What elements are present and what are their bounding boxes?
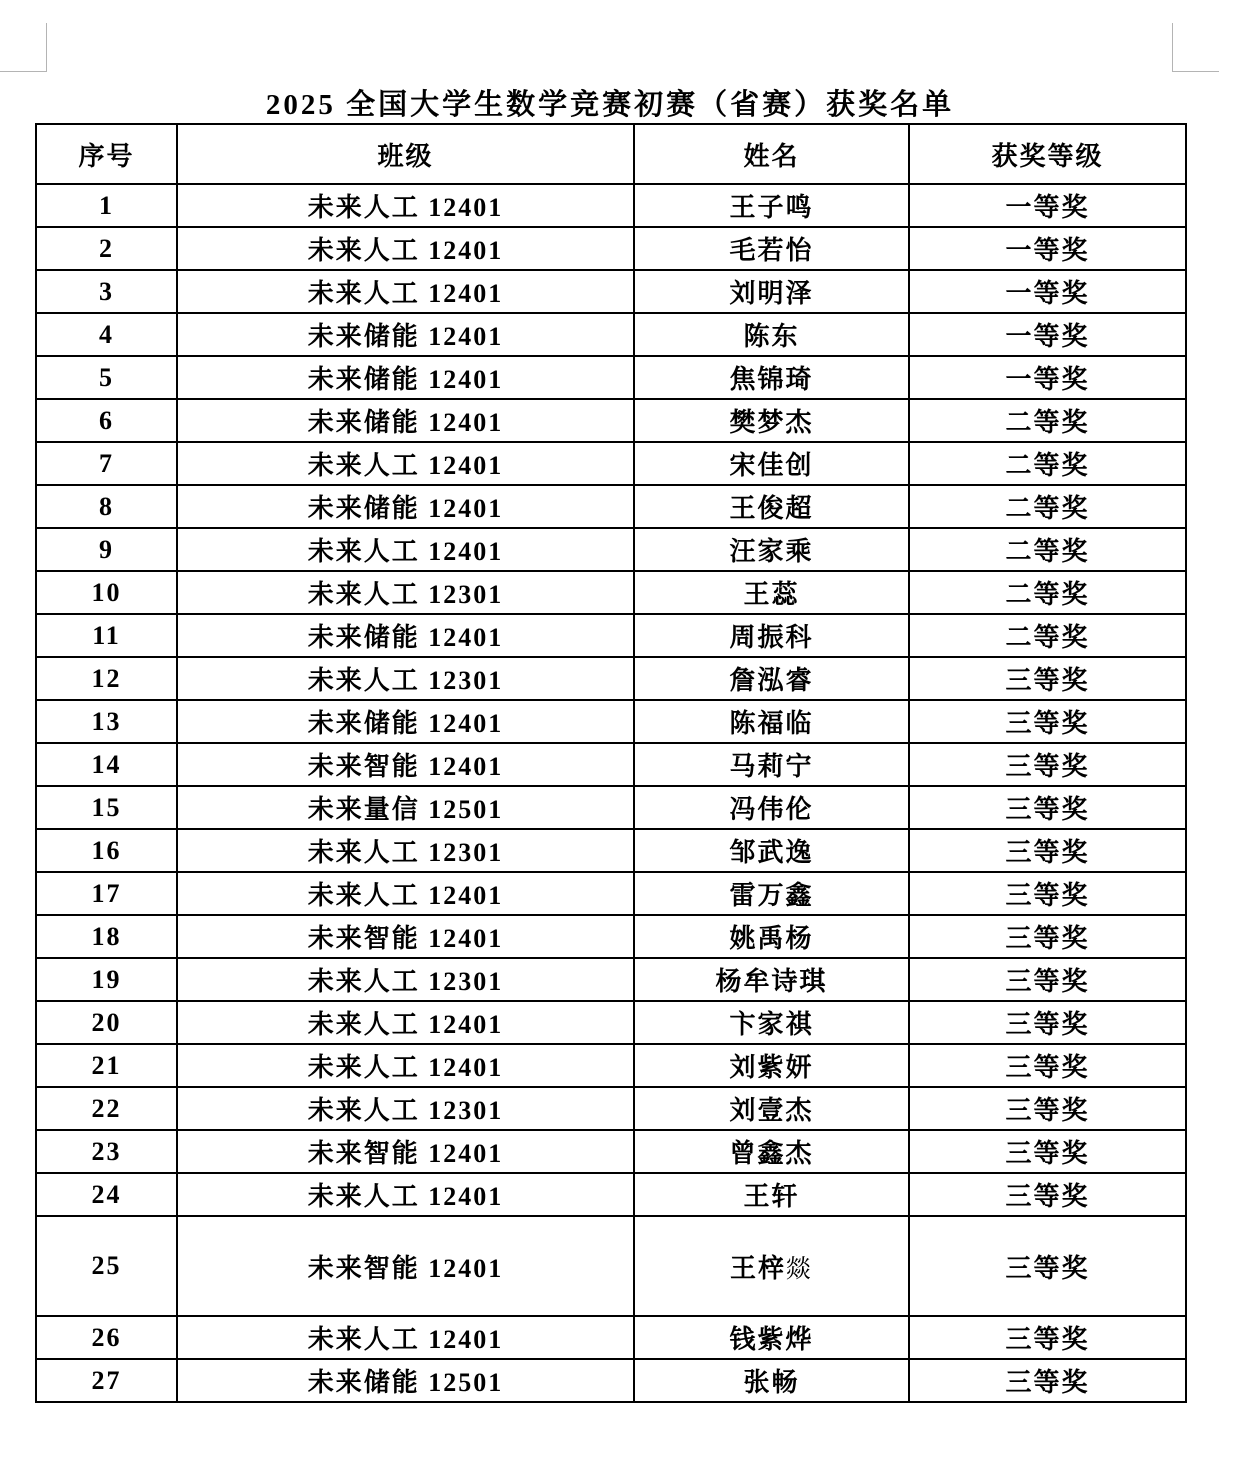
cell-name <box>634 571 909 614</box>
cell-index <box>36 743 177 786</box>
crop-mark-top-left <box>0 23 47 72</box>
row-index: 24 <box>91 1179 122 1209</box>
cell-class <box>177 1001 634 1044</box>
student-name: 王梓 <box>729 1253 786 1283</box>
cell-index <box>36 1001 177 1044</box>
award-level: 一等奖 <box>1005 365 1090 394</box>
cell-class <box>177 184 634 227</box>
column-header-class: 班级 <box>177 124 634 184</box>
table-row <box>36 786 1186 829</box>
award-level: 二等奖 <box>1005 408 1090 437</box>
award-level: 三等奖 <box>1005 709 1090 738</box>
cell-name <box>634 442 909 485</box>
student-name: 樊梦杰 <box>729 408 814 437</box>
row-index: 12 <box>91 663 122 693</box>
class-name: 未来人工 12401 <box>307 279 504 308</box>
award-level: 三等奖 <box>1005 1253 1090 1283</box>
cell-award <box>909 442 1186 485</box>
cell-index <box>36 313 177 356</box>
table-row <box>36 399 1186 442</box>
cell-class <box>177 571 634 614</box>
table-row <box>36 485 1186 528</box>
table-row <box>36 1087 1186 1130</box>
cell-class <box>177 313 634 356</box>
award-level: 三等奖 <box>1005 1096 1090 1125</box>
student-name: 周振科 <box>729 623 814 652</box>
student-name: 卞家祺 <box>729 1010 814 1039</box>
cell-name <box>634 1044 909 1087</box>
cell-name <box>634 743 909 786</box>
table-row <box>36 184 1186 227</box>
row-index: 1 <box>99 190 114 220</box>
table-row <box>36 958 1186 1001</box>
student-name-fallback-glyph: 燚 <box>786 1255 814 1283</box>
row-index: 21 <box>91 1050 122 1080</box>
row-index: 5 <box>99 362 114 392</box>
cell-class <box>177 528 634 571</box>
student-name: 陈福临 <box>729 709 814 738</box>
cell-award <box>909 915 1186 958</box>
cell-name <box>634 270 909 313</box>
row-index: 25 <box>91 1251 122 1280</box>
class-name: 未来智能 12401 <box>307 1139 504 1168</box>
cell-class <box>177 399 634 442</box>
award-level: 二等奖 <box>1005 451 1090 480</box>
row-index: 23 <box>91 1136 122 1166</box>
cell-index <box>36 227 177 270</box>
cell-award <box>909 528 1186 571</box>
cell-class <box>177 270 634 313</box>
cell-class <box>177 829 634 872</box>
cell-name <box>634 1173 909 1216</box>
cell-index <box>36 1316 177 1359</box>
class-name: 未来储能 12401 <box>307 494 504 523</box>
cell-award <box>909 1130 1186 1173</box>
class-name: 未来人工 12301 <box>307 1096 504 1125</box>
award-level: 一等奖 <box>1005 279 1090 308</box>
cell-name <box>634 958 909 1001</box>
cell-index <box>36 184 177 227</box>
cell-name <box>634 700 909 743</box>
student-name: 王俊超 <box>729 494 814 523</box>
cell-index <box>36 872 177 915</box>
cell-class <box>177 657 634 700</box>
award-level: 三等奖 <box>1005 1053 1090 1082</box>
awards-table-head <box>36 124 1186 184</box>
award-level: 二等奖 <box>1005 623 1090 652</box>
class-name: 未来储能 12401 <box>307 709 504 738</box>
cell-name <box>634 313 909 356</box>
awards-table-body <box>36 184 1186 1402</box>
cell-class <box>177 1087 634 1130</box>
class-name: 未来人工 12401 <box>307 1010 504 1039</box>
cell-award <box>909 1087 1186 1130</box>
award-level: 三等奖 <box>1005 1010 1090 1039</box>
student-name: 雷万鑫 <box>729 881 814 910</box>
class-name: 未来人工 12301 <box>307 580 504 609</box>
award-level: 三等奖 <box>1005 795 1090 824</box>
cell-index <box>36 1359 177 1402</box>
table-row <box>36 1001 1186 1044</box>
row-index: 26 <box>91 1322 122 1352</box>
cell-index <box>36 915 177 958</box>
award-level: 三等奖 <box>1005 838 1090 867</box>
cell-class <box>177 1044 634 1087</box>
cell-name <box>634 1001 909 1044</box>
row-index: 17 <box>91 878 122 908</box>
cell-name <box>634 1087 909 1130</box>
table-row <box>36 571 1186 614</box>
class-name: 未来人工 12401 <box>307 193 504 222</box>
cell-index <box>36 958 177 1001</box>
student-name: 钱紫烨 <box>729 1325 814 1354</box>
class-name: 未来人工 12301 <box>307 666 504 695</box>
table-row <box>36 872 1186 915</box>
table-row <box>36 700 1186 743</box>
cell-class <box>177 1173 634 1216</box>
student-name: 冯伟伦 <box>729 795 814 824</box>
cell-award <box>909 614 1186 657</box>
class-name: 未来人工 12401 <box>307 236 504 265</box>
cell-award <box>909 399 1186 442</box>
student-name: 杨牟诗琪 <box>715 967 828 996</box>
cell-award <box>909 1044 1186 1087</box>
class-name: 未来人工 12401 <box>307 537 504 566</box>
table-row <box>36 743 1186 786</box>
header-row <box>36 124 1186 184</box>
student-name: 马莉宁 <box>729 752 814 781</box>
cell-class <box>177 356 634 399</box>
cell-award <box>909 1359 1186 1402</box>
class-name: 未来人工 12301 <box>307 838 504 867</box>
cell-name <box>634 614 909 657</box>
cell-index <box>36 571 177 614</box>
cell-index <box>36 700 177 743</box>
row-index: 6 <box>99 405 114 435</box>
student-name: 王轩 <box>743 1182 800 1211</box>
cell-name <box>634 872 909 915</box>
cell-index <box>36 1130 177 1173</box>
award-level: 一等奖 <box>1005 236 1090 265</box>
table-row <box>36 614 1186 657</box>
cell-class <box>177 227 634 270</box>
table-row <box>36 657 1186 700</box>
award-level: 三等奖 <box>1005 924 1090 953</box>
cell-index <box>36 528 177 571</box>
cell-class <box>177 872 634 915</box>
class-name: 未来智能 12401 <box>307 924 504 953</box>
student-name: 王蕊 <box>743 580 800 609</box>
crop-mark-top-right <box>1172 23 1219 72</box>
cell-name <box>634 657 909 700</box>
award-level: 三等奖 <box>1005 1325 1090 1354</box>
cell-award <box>909 227 1186 270</box>
cell-name <box>634 1359 909 1402</box>
cell-class <box>177 1216 634 1316</box>
cell-award <box>909 657 1186 700</box>
table-row <box>36 528 1186 571</box>
cell-class <box>177 442 634 485</box>
cell-name <box>634 915 909 958</box>
cell-index <box>36 1173 177 1216</box>
cell-class <box>177 614 634 657</box>
row-index: 22 <box>91 1093 122 1123</box>
awards-table <box>35 123 1187 1403</box>
table-row <box>36 1044 1186 1087</box>
column-header-name: 姓名 <box>634 124 909 184</box>
table-row <box>36 227 1186 270</box>
table-row <box>36 829 1186 872</box>
class-name: 未来人工 12401 <box>307 1053 504 1082</box>
row-index: 20 <box>91 1007 122 1037</box>
class-name: 未来储能 12401 <box>307 322 504 351</box>
cell-index <box>36 786 177 829</box>
cell-award <box>909 743 1186 786</box>
table-row <box>36 1216 1186 1316</box>
award-level: 二等奖 <box>1005 580 1090 609</box>
cell-name <box>634 399 909 442</box>
cell-name <box>634 227 909 270</box>
row-index: 3 <box>99 276 114 306</box>
award-level: 三等奖 <box>1005 881 1090 910</box>
student-name: 曾鑫杰 <box>729 1139 814 1168</box>
table-row <box>36 356 1186 399</box>
award-level: 二等奖 <box>1005 494 1090 523</box>
award-level: 三等奖 <box>1005 1182 1090 1211</box>
cell-class <box>177 743 634 786</box>
cell-class <box>177 915 634 958</box>
cell-award <box>909 872 1186 915</box>
document-title: 2025 全国大学生数学竞赛初赛（省赛）获奖名单 <box>265 89 955 121</box>
student-name: 邹武逸 <box>729 838 814 867</box>
cell-award <box>909 1173 1186 1216</box>
student-name: 刘明泽 <box>729 279 814 308</box>
student-name: 毛若怡 <box>729 236 814 265</box>
award-level: 一等奖 <box>1005 193 1090 222</box>
cell-name <box>634 1216 909 1316</box>
award-level: 三等奖 <box>1005 666 1090 695</box>
row-index: 10 <box>91 577 122 607</box>
cell-name <box>634 829 909 872</box>
award-level: 三等奖 <box>1005 967 1090 996</box>
row-index: 13 <box>91 706 122 736</box>
cell-award <box>909 1216 1186 1316</box>
row-index: 27 <box>91 1365 122 1395</box>
row-index: 18 <box>91 921 122 951</box>
cell-name <box>634 786 909 829</box>
row-index: 16 <box>91 835 122 865</box>
student-name: 刘紫妍 <box>729 1053 814 1082</box>
class-name: 未来储能 12401 <box>307 408 504 437</box>
column-header-award: 获奖等级 <box>909 124 1186 184</box>
cell-class <box>177 786 634 829</box>
table-row <box>36 1359 1186 1402</box>
class-name: 未来储能 12501 <box>307 1368 504 1397</box>
cell-award <box>909 270 1186 313</box>
class-name: 未来人工 12401 <box>307 881 504 910</box>
class-name: 未来量信 12501 <box>307 795 504 824</box>
cell-index <box>36 485 177 528</box>
cell-award <box>909 485 1186 528</box>
cell-award <box>909 184 1186 227</box>
row-index: 14 <box>91 749 122 779</box>
cell-class <box>177 1316 634 1359</box>
cell-award <box>909 313 1186 356</box>
cell-index <box>36 829 177 872</box>
cell-name <box>634 485 909 528</box>
student-name: 姚禹杨 <box>729 924 814 953</box>
cell-name <box>634 528 909 571</box>
row-index: 2 <box>99 233 114 263</box>
column-header-index: 序号 <box>36 124 177 184</box>
class-name: 未来智能 12401 <box>307 752 504 781</box>
cell-index <box>36 1087 177 1130</box>
cell-award <box>909 1316 1186 1359</box>
cell-award <box>909 958 1186 1001</box>
row-index: 15 <box>91 792 122 822</box>
award-level: 二等奖 <box>1005 537 1090 566</box>
student-name: 张畅 <box>743 1368 800 1397</box>
cell-class <box>177 1130 634 1173</box>
class-name: 未来人工 12401 <box>307 451 504 480</box>
cell-class <box>177 700 634 743</box>
student-name: 王子鸣 <box>729 193 814 222</box>
row-index: 4 <box>99 319 114 349</box>
award-level: 一等奖 <box>1005 322 1090 351</box>
table-row <box>36 915 1186 958</box>
class-name: 未来人工 12401 <box>307 1182 504 1211</box>
table-row <box>36 1130 1186 1173</box>
cell-index <box>36 657 177 700</box>
student-name: 汪家乘 <box>729 537 814 566</box>
row-index: 11 <box>92 620 121 650</box>
cell-name <box>634 1130 909 1173</box>
row-index: 8 <box>99 491 114 521</box>
student-name: 刘壹杰 <box>729 1096 814 1125</box>
cell-class <box>177 485 634 528</box>
cell-class <box>177 958 634 1001</box>
cell-name <box>634 1316 909 1359</box>
student-name: 陈东 <box>743 322 800 351</box>
award-level: 三等奖 <box>1005 752 1090 781</box>
table-row <box>36 1316 1186 1359</box>
cell-award <box>909 356 1186 399</box>
cell-index <box>36 1044 177 1087</box>
student-name: 焦锦琦 <box>729 365 814 394</box>
cell-index <box>36 356 177 399</box>
table-row <box>36 270 1186 313</box>
cell-class <box>177 1359 634 1402</box>
cell-index <box>36 442 177 485</box>
cell-award <box>909 571 1186 614</box>
cell-name <box>634 356 909 399</box>
table-row <box>36 1173 1186 1216</box>
class-name: 未来人工 12401 <box>307 1325 504 1354</box>
award-level: 三等奖 <box>1005 1139 1090 1168</box>
cell-index <box>36 1216 177 1316</box>
table-row <box>36 313 1186 356</box>
class-name: 未来智能 12401 <box>307 1253 504 1283</box>
cell-index <box>36 270 177 313</box>
cell-index <box>36 399 177 442</box>
cell-award <box>909 1001 1186 1044</box>
table-row <box>36 442 1186 485</box>
award-level: 三等奖 <box>1005 1368 1090 1397</box>
cell-award <box>909 829 1186 872</box>
row-index: 7 <box>99 448 114 478</box>
cell-award <box>909 700 1186 743</box>
cell-index <box>36 614 177 657</box>
class-name: 未来储能 12401 <box>307 365 504 394</box>
class-name: 未来储能 12401 <box>307 623 504 652</box>
cell-name <box>634 184 909 227</box>
cell-award <box>909 786 1186 829</box>
class-name: 未来人工 12301 <box>307 967 504 996</box>
row-index: 19 <box>91 964 122 994</box>
student-name: 宋佳创 <box>729 451 814 480</box>
row-index: 9 <box>99 534 114 564</box>
student-name: 詹泓睿 <box>729 666 814 695</box>
